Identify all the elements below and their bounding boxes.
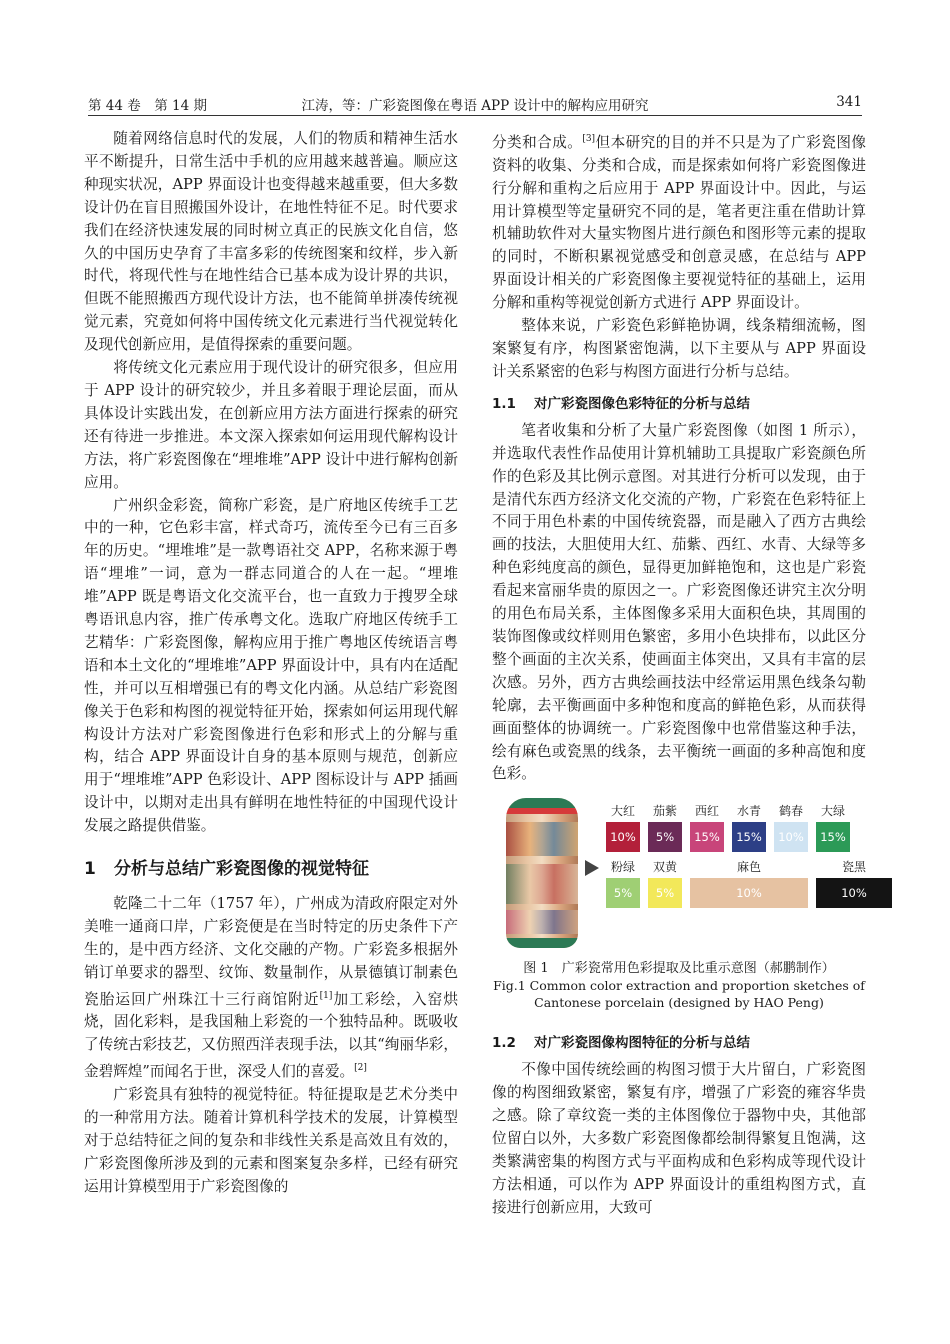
paragraph-overview: 整体来说，广彩瓷色彩鲜艳协调，线条精细流畅，图案繁复有序，构图紧密饱满，以下主要从与 APP 界面设计关系紧密的色彩与构图方面进行分析与总结。 [492, 317, 866, 380]
subsection-title: 对广彩瓷图像构图特征的分析与总结 [534, 1035, 750, 1052]
subsection-number: 1.2 [492, 1035, 516, 1052]
section-title: 分析与总结广彩瓷图像的视觉特征 [114, 859, 369, 880]
swatch-name: 茄紫 [652, 804, 677, 819]
swatch-color-block: 10% [606, 822, 640, 852]
paragraph-continued [492, 128, 866, 315]
subsection-number: 1.1 [492, 395, 516, 412]
figure-caption-en-2: Cantonese porcelain (designed by HAO Peng) [534, 995, 824, 1011]
color-swatch [690, 858, 808, 910]
swatch-color-block: 10% [690, 878, 808, 908]
color-swatch [606, 802, 640, 854]
text-run: 分类和合成。 [492, 133, 583, 151]
color-swatch [648, 858, 682, 910]
figure-caption-en-1: Fig.1 Common color extraction and proportion sketches of [493, 978, 865, 994]
swatch-name: 双黄 [652, 860, 677, 875]
swatch-color-block: 15% [816, 822, 850, 852]
porcelain-vase-image [506, 798, 578, 948]
subsection-title: 对广彩瓷图像色彩特征的分析与总结 [534, 395, 750, 412]
section-heading-1 [84, 854, 458, 879]
swatch-color-block: 15% [690, 822, 724, 852]
figure-caption: 图 1 广彩瓷常用色彩提取及比重示意图（郝鹏制作） [523, 961, 835, 977]
color-swatch [648, 802, 682, 854]
paragraph-intro-1: 随着网络信息时代的发展，人们的物质和精神生活水平不断提升，日常生活中手机的应用越来越普遍。顺应这种现实状况，APP 界面设计也变得越来越重要，但大多数设计仍在盲目照搬国外设计，在地性特征不足。时代要求我们在经济快速发展的同时树立真正的民族文化自信，悠久的中国历史孕育了丰富多彩的传统图案和纹样，步入新时代，将现代性与在地性结合已基本成为设计界的共识，但既不能照搬西方现代设计方法，也不能简单拼凑传统视觉元素，究竟如何将中国传统文化元素进行当代视觉转化及现代创新应用，是值得探索的重要问题。 [84, 130, 458, 354]
paragraph-intro-3: 广州织金彩瓷，简称广彩瓷，是广府地区传统手工艺中的一种，它色彩丰富，样式奇巧，流传至今已有三百多年的历史。“埋堆堆”是一款粤语社交 APP，名称来源于粤语“埋堆”一词，意为一群志同道合的人在一起。“埋堆堆”APP 既是粤语文化交流平台，也一直致力于搜罗全球粤语讯息内容，推广传承粤文化。选取广府地区传统手工艺精华：广彩瓷图像，解构应用于推广粤地区传统语言粤语和本土文化的“埋堆堆”APP 界面设计中，具有内在适配性，并可以互相增强已有的粤文化内涵。从总结广彩瓷图像关于色彩和构图的视觉特征开始，探索如何运用现代解构设计方法对广彩瓷图像进行色彩和形式上的分解与重构，结合 APP 界面设计自身的基本原则与规范，创新应用于“埋堆堆”APP 色彩设计、APP 图标设计与 APP 插画设计中，以期对走出具有鲜明在地性特征的中国现代设计发展之路提供借鉴。 [84, 496, 458, 835]
swatch-color-block: 10% [774, 822, 808, 852]
color-swatch [816, 802, 850, 854]
journal-volume: 第 44 卷 第 14 期 [88, 98, 208, 114]
page-number: 341 [836, 94, 862, 110]
swatch-name: 麻色 [736, 860, 761, 875]
swatch-name: 水青 [736, 804, 761, 819]
right-column [492, 128, 866, 1220]
text-run: 加工彩绘，入窑烘烧，固化彩料，是我国釉上彩瓷的一个独特品种。既吸收了传统古彩技艺，又仿照西洋表现手法，以其“绚丽华彩，金碧辉煌”而闻名于世，深受人们的喜爱。 [84, 990, 458, 1081]
swatch-name: 鹤春 [778, 804, 803, 819]
color-swatch [816, 858, 892, 910]
citation-ref[interactable]: [2] [354, 1063, 367, 1074]
swatch-color-block: 5% [648, 822, 682, 852]
color-swatch [774, 802, 808, 854]
running-header [88, 92, 862, 116]
swatch-name: 大红 [610, 804, 635, 819]
swatch-color-block: 15% [732, 822, 766, 852]
swatch-color-block: 5% [648, 878, 682, 908]
text-run: 但本研究的目的并不只是为了广彩瓷图像资料的收集、分类和合成，而是探索如何将广彩瓷图像进行分解和重构之后应用于 APP 界面设计中。因此，与运用计算模型等定量研究不同的是，笔者更注重在借助计算机辅助软件对大量实物图片进行颜色和图形等元素的提取的同时，不断积累视觉感受和创意灵感，在总结与 APP 界面设计相关的广彩瓷图像主要视觉特征的基础上，运用分解和重构等视觉创新方式进行 APP 界面设计。 [492, 133, 866, 312]
swatch-name: 大绿 [820, 804, 845, 819]
running-title: 江涛，等：广彩瓷图像在粤语 APP 设计中的解构应用研究 [301, 98, 649, 114]
subsection-heading-1-1 [492, 392, 866, 412]
swatch-color-block: 5% [606, 878, 640, 908]
color-swatch [690, 802, 724, 854]
text-run: 乾隆二十二年（1757 年），广州成为清政府限定对外美唯一通商口岸，广彩瓷便是在当时特定的历史条件下产生的，是中西方经济、文化交融的产物。广彩瓷多根据外销订单要求的器型、纹饰、数量制作，从景德镇订制素色瓷胎运回广州珠江十三行商馆附近 [84, 895, 458, 1008]
section-number: 1 [84, 859, 96, 880]
swatch-name: 瓷黑 [841, 860, 866, 875]
paragraph-intro-2: 将传统文化元素应用于现代设计的研究很多，但应用于 APP 设计的研究较少，并且多着眼于理论层面，而从具体设计实践出发，在创新应用方法方面进行探索的研究还有待进一步推进。本文深入探索如何运用现代解构设计方法，将广彩瓷图像在“埋堆堆”APP 设计中进行解构创新应用。 [84, 359, 458, 491]
color-swatch [732, 802, 766, 854]
left-column [84, 128, 458, 1199]
swatch-name: 西红 [694, 804, 719, 819]
color-swatch [606, 858, 640, 910]
subsection-heading-1-2 [492, 1031, 866, 1051]
paragraph-composition-analysis: 不像中国传统绘画的构图习惯于大片留白，广彩瓷图像的构图细致紧密，繁复有序，增强了广彩瓷的雍容华贵之感。除了章纹瓷一类的主体图像位于器物中央，其他部位留白以外，大多数广彩瓷图像都绘制得繁复且饱满，这类繁满密集的构图方式与平面构成和色彩构成等现代设计方法相通，可以作为 APP 界面设计的重组构图方式，直接进行创新应用，大致可 [492, 1061, 866, 1216]
figure-1 [492, 798, 866, 948]
paragraph-features: 广彩瓷具有独特的视觉特征。特征提取是艺术分类中的一种常用方法。随着计算机科学技术的发展，计算模型对于总结特征之间的复杂和非线性关系是高效且有效的，广彩瓷图像所涉及到的元素和图案复杂多样，已经有研究运用计算模型用于广彩瓷图像的 [84, 1086, 458, 1195]
arrow-right-icon [585, 860, 599, 876]
citation-ref[interactable]: [1] [319, 990, 333, 1001]
swatch-name: 粉绿 [610, 860, 635, 875]
paragraph-color-analysis: 笔者收集和分析了大量广彩瓷图像（如图 1 所示），并选取代表性作品使用计算机辅助工具提取广彩瓷颜色所作的色彩及其比例示意图。对其进行分析可以发现，由于是清代东西方经济文化交流的产物，广彩瓷在色彩特征上不同于用色朴素的中国传统瓷器，而是融入了西方古典绘画的技法，大胆使用大红、茄紫、西红、水青、大绿等多种色彩纯度高的颜色，显得更加鲜艳饱和，这也是广彩瓷看起来富丽华贵的原因之一。广彩瓷图像还讲究主次分明的用色布局关系，主体图像多采用大面积色块，其周围的装饰图像或纹样则用色繁密，多用小色块排布，以此区分整个画面的主次关系，使画面主体突出，又具有丰富的层次感。另外，西方古典绘画技法中经常运用黑色线条勾勒轮廓，去平衡画面中多种饱和度高的鲜艳色彩，从而获得画面整体的协调统一。广彩瓷图像中也常借鉴这种手法，绘有麻色或瓷黑的线条，去平衡统一画面的多种高饱和度色彩。 [492, 421, 866, 783]
paragraph-history [84, 893, 458, 1084]
swatch-color-block: 10% [816, 878, 892, 908]
citation-ref[interactable]: [3] [582, 134, 596, 144]
